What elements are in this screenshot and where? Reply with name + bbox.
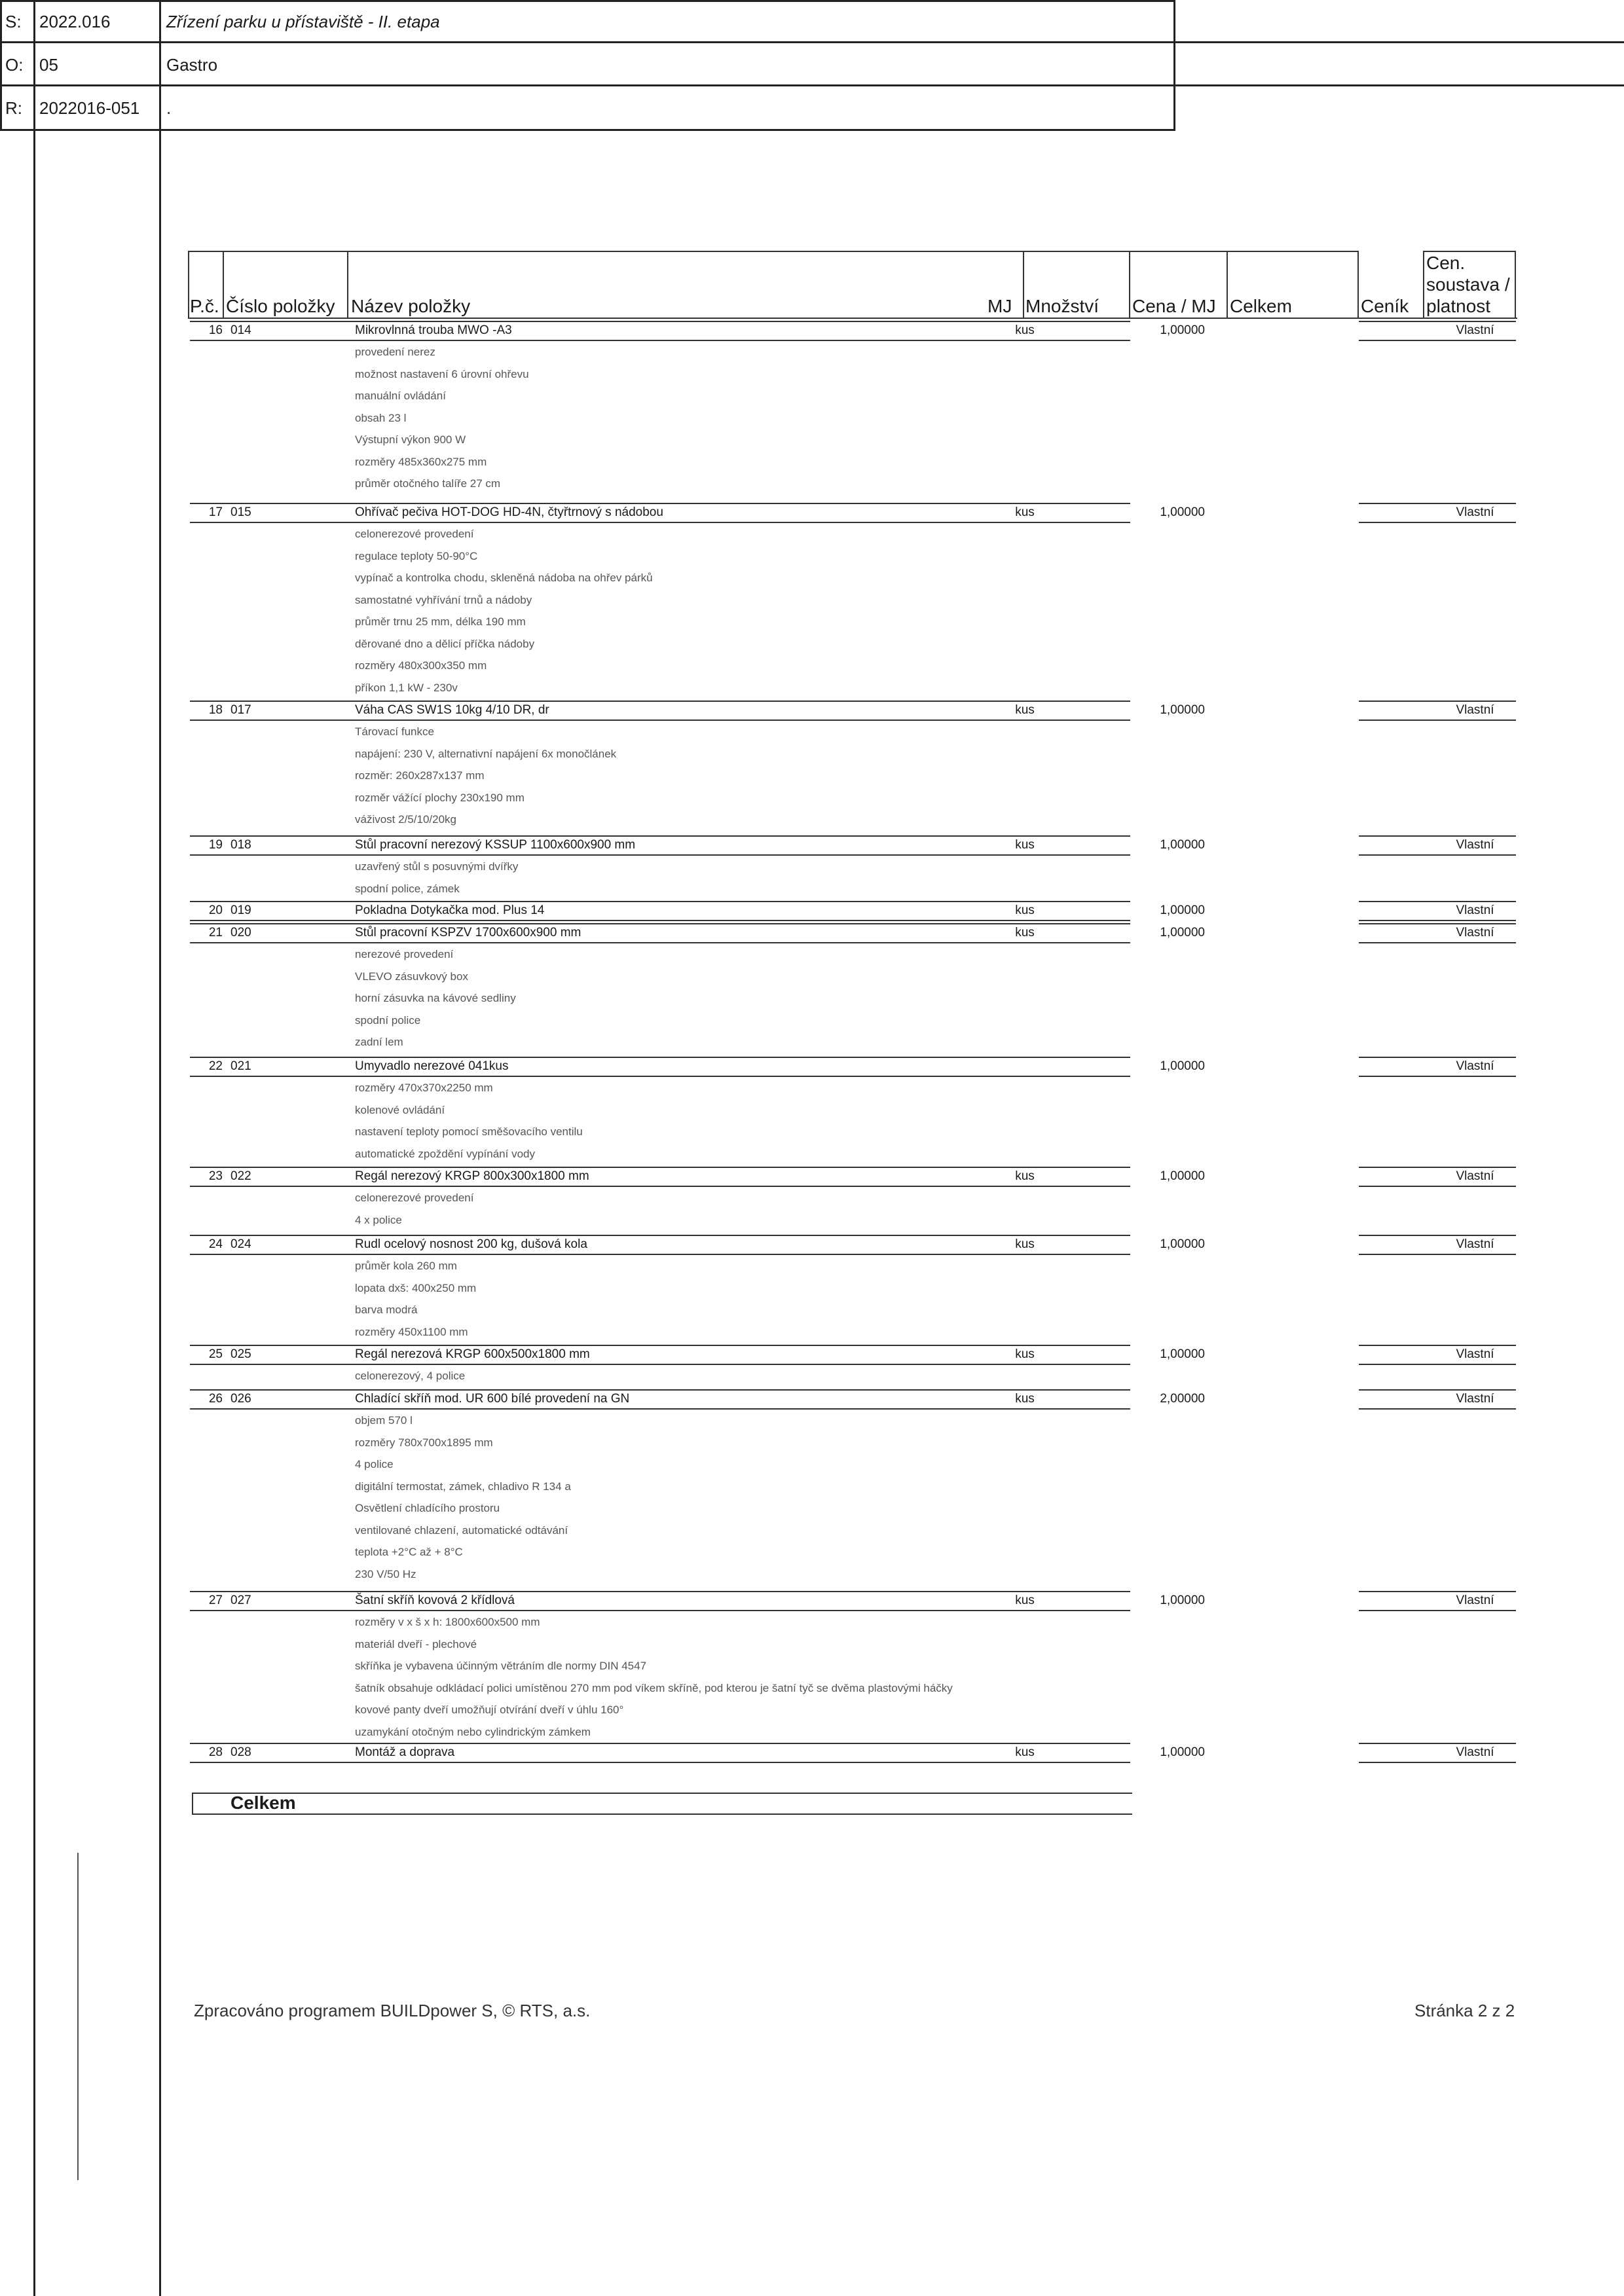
description-line: 4 x police xyxy=(355,1213,402,1226)
row-rule xyxy=(190,1364,1130,1365)
item-mj: kus xyxy=(1015,1237,1035,1251)
description-line: uzavřený stůl s posuvnými dvířky xyxy=(355,860,519,873)
item-name: Regál nerezový KRGP 800x300x1800 mm xyxy=(355,1169,589,1183)
description-line: spodní police xyxy=(355,1013,421,1027)
column-header-bottom-rule xyxy=(188,318,1517,319)
description-line: průměr trnu 25 mm, délka 190 mm xyxy=(355,615,526,628)
item-num: 25 xyxy=(208,1347,223,1361)
item-src: Vlastní xyxy=(1456,703,1494,717)
item-mj: kus xyxy=(1015,505,1035,519)
row-rule xyxy=(190,503,1130,504)
row-rule xyxy=(1359,1235,1516,1236)
description-line: uzamykání otočným nebo cylindrickým zámkem xyxy=(355,1725,591,1738)
total-label: Celkem xyxy=(231,1793,296,1813)
row-rule xyxy=(190,835,1130,837)
description-line: samostatné vyhřívání trnů a nádoby xyxy=(355,593,532,606)
row-rule xyxy=(190,1743,1130,1744)
header-code: 05 xyxy=(39,55,58,75)
row-rule xyxy=(1359,1186,1516,1187)
item-name: Mikrovlnná trouba MWO -A3 xyxy=(355,323,512,337)
item-code: 027 xyxy=(231,1594,251,1607)
description-line: šatník obsahuje odkládací polici umístěnou 270 mm pod víkem skříně, pod kterou je šatní tyč se dvěma plastovými háčky xyxy=(355,1681,953,1694)
item-num: 22 xyxy=(208,1059,223,1073)
description-line: rozměr vážící plochy 230x190 mm xyxy=(355,791,525,804)
row-rule xyxy=(190,720,1130,721)
item-src: Vlastní xyxy=(1456,505,1494,519)
description-line: nastavení teploty pomocí směšovacího ventilu xyxy=(355,1125,583,1138)
row-rule xyxy=(1359,854,1516,856)
description-line: teplota +2°C až + 8°C xyxy=(355,1546,463,1558)
item-mj: kus xyxy=(1015,838,1035,852)
row-rule xyxy=(190,942,1130,943)
footer-right: Stránka 2 z 2 xyxy=(1414,2001,1515,2020)
description-line: barva modrá xyxy=(355,1303,418,1316)
footer-left: Zpracováno programem BUILDpower S, © RTS, a.s. xyxy=(194,2001,591,2020)
item-mj: kus xyxy=(1015,1169,1035,1183)
item-qty: 1,00000 xyxy=(1160,838,1205,852)
description-line: digitální termostat, zámek, chladivo R 134 a xyxy=(355,1480,571,1493)
item-src: Vlastní xyxy=(1456,1594,1494,1607)
description-line: průměr kola 260 mm xyxy=(355,1260,457,1272)
item-mj: kus xyxy=(1015,1594,1035,1607)
description-line: objem 570 l xyxy=(355,1414,413,1427)
item-qty: 1,00000 xyxy=(1160,903,1205,917)
item-name: Váha CAS SW1S 10kg 4/10 DR, dr xyxy=(355,703,549,717)
item-mj: kus xyxy=(1015,1392,1035,1406)
column-divider xyxy=(1023,251,1024,318)
row-rule xyxy=(1359,1057,1516,1058)
row-rule xyxy=(1359,942,1516,943)
item-code: 025 xyxy=(231,1347,251,1361)
item-description xyxy=(355,1077,583,1165)
column-divider xyxy=(1129,251,1130,318)
item-src: Vlastní xyxy=(1456,926,1494,939)
item-src: Vlastní xyxy=(1456,1745,1494,1759)
description-line: zadní lem xyxy=(355,1036,403,1048)
description-line: celonerezové provedení xyxy=(355,1192,474,1204)
description-line: automatické zpoždění vypínání vody xyxy=(355,1147,535,1160)
row-rule xyxy=(1359,321,1516,322)
header-title: Zřízení parku u přístaviště - II. etapa xyxy=(166,12,440,31)
row-rule xyxy=(190,1254,1130,1255)
description-line: průměr otočného talíře 27 cm xyxy=(355,477,501,490)
header-code: 2022.016 xyxy=(39,12,111,31)
row-rule xyxy=(190,522,1130,523)
description-line: rozměr: 260x287x137 mm xyxy=(355,769,485,782)
margin-line xyxy=(77,1853,79,2180)
item-num: 23 xyxy=(208,1169,223,1183)
row-rule xyxy=(190,340,1130,341)
description-line: děrované dno a dělicí příčka nádoby xyxy=(355,637,535,650)
total-rule xyxy=(192,1813,1132,1815)
row-rule xyxy=(190,901,1130,902)
row-rule xyxy=(1359,1167,1516,1168)
item-description xyxy=(355,721,616,831)
row-rule xyxy=(1359,522,1516,523)
row-rule xyxy=(190,1076,1130,1077)
item-num: 21 xyxy=(208,926,223,939)
row-rule xyxy=(1359,835,1516,837)
item-name: Stůl pracovní nerezový KSSUP 1100x600x900 mm xyxy=(355,838,636,852)
row-rule xyxy=(1359,701,1516,702)
column-divider xyxy=(1357,251,1359,318)
row-rule xyxy=(1359,1610,1516,1611)
item-name: Montáž a doprava xyxy=(355,1745,455,1759)
row-rule xyxy=(1359,503,1516,504)
description-line: materiál dveří - plechové xyxy=(355,1637,477,1650)
header-box xyxy=(0,0,1175,131)
description-line: Výstupní výkon 900 W xyxy=(355,433,466,446)
item-src: Vlastní xyxy=(1456,1392,1494,1406)
row-rule xyxy=(190,1057,1130,1058)
item-description xyxy=(355,943,516,1053)
item-qty: 1,00000 xyxy=(1160,1237,1205,1251)
row-rule xyxy=(190,1762,1130,1763)
header-code: 2022016-051 xyxy=(39,98,140,118)
col-mnozstvi: Množství xyxy=(1025,296,1099,316)
item-qty: 1,00000 xyxy=(1160,1059,1205,1073)
header-key: S: xyxy=(5,12,22,31)
description-line: napájení: 230 V, alternativní napájení 6x monočlánek xyxy=(355,747,617,760)
description-line: rozměry 780x700x1895 mm xyxy=(355,1436,493,1449)
row-rule xyxy=(190,1591,1130,1592)
item-num: 26 xyxy=(208,1392,223,1406)
item-description xyxy=(355,1255,476,1343)
item-num: 19 xyxy=(208,838,223,852)
header-title: . xyxy=(166,98,172,118)
col-soustava: Cen. xyxy=(1426,253,1466,273)
item-name: Šatní skříň kovová 2 křídlová xyxy=(355,1594,515,1607)
column-divider xyxy=(1515,251,1516,318)
description-line: kovové panty dveří umožňují otvírání dveří v úhlu 160° xyxy=(355,1704,624,1716)
row-rule xyxy=(1359,1591,1516,1592)
description-line: horní zásuvka na kávové sedliny xyxy=(355,992,516,1004)
col-pc: P.č. xyxy=(190,296,219,316)
description-line: rozměry 450x1100 mm xyxy=(355,1325,468,1338)
row-rule xyxy=(190,1345,1130,1346)
item-name: Umyvadlo nerezové 041kus xyxy=(355,1059,509,1073)
row-rule xyxy=(190,1167,1130,1168)
item-description xyxy=(355,1410,571,1585)
description-line: rozměry 485x360x275 mm xyxy=(355,455,487,468)
header-row-o xyxy=(0,43,1624,86)
row-rule xyxy=(190,923,1130,924)
item-code: 018 xyxy=(231,838,251,852)
column-header-top-rule xyxy=(1423,251,1515,252)
row-rule xyxy=(1359,1364,1516,1365)
col-celkem: Celkem xyxy=(1230,296,1292,316)
description-line: regulace teploty 50-90°C xyxy=(355,549,478,562)
item-name: Stůl pracovní KSPZV 1700x600x900 mm xyxy=(355,926,581,939)
item-code: 022 xyxy=(231,1169,251,1183)
row-rule xyxy=(190,321,1130,322)
row-rule xyxy=(1359,1076,1516,1077)
description-line: Tárovací funkce xyxy=(355,725,434,738)
item-mj: kus xyxy=(1015,1745,1035,1759)
item-qty: 1,00000 xyxy=(1160,1594,1205,1607)
item-qty: 1,00000 xyxy=(1160,1169,1205,1183)
item-src: Vlastní xyxy=(1456,323,1494,337)
description-line: příkon 1,1 kW - 230v xyxy=(355,681,458,694)
description-line: lopata dxš: 400x250 mm xyxy=(355,1281,477,1294)
item-code: 021 xyxy=(231,1059,251,1073)
item-num: 24 xyxy=(208,1237,223,1251)
row-rule xyxy=(1359,720,1516,721)
item-name: Pokladna Dotykačka mod. Plus 14 xyxy=(355,903,545,917)
item-description xyxy=(355,1365,465,1387)
row-rule xyxy=(1359,901,1516,902)
item-qty: 2,00000 xyxy=(1160,1392,1205,1406)
col-cislo: Číslo položky xyxy=(226,296,335,316)
column-divider xyxy=(347,251,348,318)
description-line: kolenové ovládání xyxy=(355,1103,445,1116)
item-name: Regál nerezová KRGP 600x500x1800 mm xyxy=(355,1347,590,1361)
item-code: 014 xyxy=(231,323,251,337)
item-description xyxy=(355,341,529,495)
description-line: celonerezové provedení xyxy=(355,528,474,540)
column-divider xyxy=(1423,251,1424,318)
header-row-s xyxy=(0,0,1624,43)
row-rule xyxy=(190,1408,1130,1410)
item-mj: kus xyxy=(1015,703,1035,717)
column-divider xyxy=(188,251,189,318)
row-rule xyxy=(1359,1389,1516,1391)
item-src: Vlastní xyxy=(1456,1347,1494,1361)
item-src: Vlastní xyxy=(1456,838,1494,852)
item-code: 028 xyxy=(231,1745,251,1759)
row-rule xyxy=(1359,1408,1516,1410)
item-code: 017 xyxy=(231,703,251,717)
row-rule xyxy=(1359,1743,1516,1744)
header-divider xyxy=(33,0,35,2296)
description-line: spodní police, zámek xyxy=(355,882,460,895)
header-key: R: xyxy=(5,98,22,118)
description-line: nerezové provedení xyxy=(355,948,454,960)
row-rule xyxy=(1359,1762,1516,1763)
description-line: rozměry 480x300x350 mm xyxy=(355,659,487,672)
description-line: možnost nastavení 6 úrovní ohřevu xyxy=(355,367,529,380)
description-line: obsah 23 l xyxy=(355,411,407,424)
row-rule xyxy=(190,1235,1130,1236)
item-src: Vlastní xyxy=(1456,1237,1494,1251)
description-line: manuální ovládání xyxy=(355,390,446,402)
item-num: 28 xyxy=(208,1745,223,1759)
description-line: provedení nerez xyxy=(355,346,435,358)
row-rule xyxy=(190,1389,1130,1391)
description-line: VLEVO zásuvkový box xyxy=(355,970,468,983)
col-nazev: Název položky xyxy=(351,296,471,316)
col-mj: MJ xyxy=(987,296,1012,316)
description-line: váživost 2/5/10/20kg xyxy=(355,813,456,826)
col-cena: Cena / MJ xyxy=(1132,296,1216,316)
header-title: Gastro xyxy=(166,55,218,75)
item-qty: 1,00000 xyxy=(1160,323,1205,337)
item-description xyxy=(355,856,518,900)
description-line: ventilované chlazení, automatické odtávání xyxy=(355,1523,568,1537)
item-code: 024 xyxy=(231,1237,251,1251)
item-code: 015 xyxy=(231,505,251,519)
row-rule xyxy=(1359,1254,1516,1255)
item-qty: 1,00000 xyxy=(1160,926,1205,939)
row-rule xyxy=(190,1186,1130,1187)
row-rule xyxy=(190,920,1130,921)
description-line: rozměry 470x370x2250 mm xyxy=(355,1082,493,1094)
row-rule xyxy=(1359,920,1516,921)
item-code: 019 xyxy=(231,903,251,917)
item-src: Vlastní xyxy=(1456,1059,1494,1073)
description-line: rozměry v x š x h: 1800x600x500 mm xyxy=(355,1616,540,1628)
description-line: skříňka je vybavena účinným větráním dle normy DIN 4547 xyxy=(355,1660,647,1672)
row-rule xyxy=(1359,340,1516,341)
item-code: 020 xyxy=(231,926,251,939)
description-line: celonerezový, 4 police xyxy=(355,1370,466,1382)
item-mj: kus xyxy=(1015,323,1035,337)
item-src: Vlastní xyxy=(1456,1169,1494,1183)
column-divider xyxy=(1227,251,1228,318)
row-rule xyxy=(1359,1345,1516,1346)
description-line: vypínač a kontrolka chodu, skleněná nádoba na ohřev párků xyxy=(355,572,653,584)
item-src: Vlastní xyxy=(1456,903,1494,917)
item-mj: kus xyxy=(1015,903,1035,917)
description-line: 4 police xyxy=(355,1458,394,1470)
item-num: 17 xyxy=(208,505,223,519)
header-row-r xyxy=(0,86,1624,130)
item-description xyxy=(355,1611,953,1743)
col-soustava: platnost xyxy=(1426,296,1491,316)
description-line: Osvětlení chladícího prostoru xyxy=(355,1502,500,1514)
item-num: 27 xyxy=(208,1594,223,1607)
item-num: 16 xyxy=(208,323,223,337)
column-header-top-rule xyxy=(188,251,1357,252)
header-key: O: xyxy=(5,55,24,75)
item-qty: 1,00000 xyxy=(1160,703,1205,717)
item-name: Ohřívač pečiva HOT-DOG HD-4N, čtyřtrnový s nádobou xyxy=(355,505,663,519)
item-name: Rudl ocelový nosnost 200 kg, dušová kola xyxy=(355,1237,587,1251)
total-rule xyxy=(192,1793,1132,1794)
item-qty: 1,00000 xyxy=(1160,1745,1205,1759)
item-qty: 1,00000 xyxy=(1160,505,1205,519)
description-line: 230 V/50 Hz xyxy=(355,1567,416,1580)
col-cenik: Ceník xyxy=(1361,296,1409,316)
item-num: 18 xyxy=(208,703,223,717)
item-code: 026 xyxy=(231,1392,251,1406)
row-rule xyxy=(190,701,1130,702)
total-rule xyxy=(192,1793,193,1813)
item-name: Chladící skříň mod. UR 600 bílé provedení na GN xyxy=(355,1392,630,1406)
row-rule xyxy=(190,854,1130,856)
item-description xyxy=(355,523,653,699)
column-divider xyxy=(223,251,224,318)
item-num: 20 xyxy=(208,903,223,917)
item-mj: kus xyxy=(1015,926,1035,939)
item-qty: 1,00000 xyxy=(1160,1347,1205,1361)
item-mj: kus xyxy=(1015,1347,1035,1361)
row-rule xyxy=(1359,923,1516,924)
col-soustava: soustava / xyxy=(1426,274,1510,295)
header-divider xyxy=(159,0,161,2296)
item-description xyxy=(355,1187,473,1231)
